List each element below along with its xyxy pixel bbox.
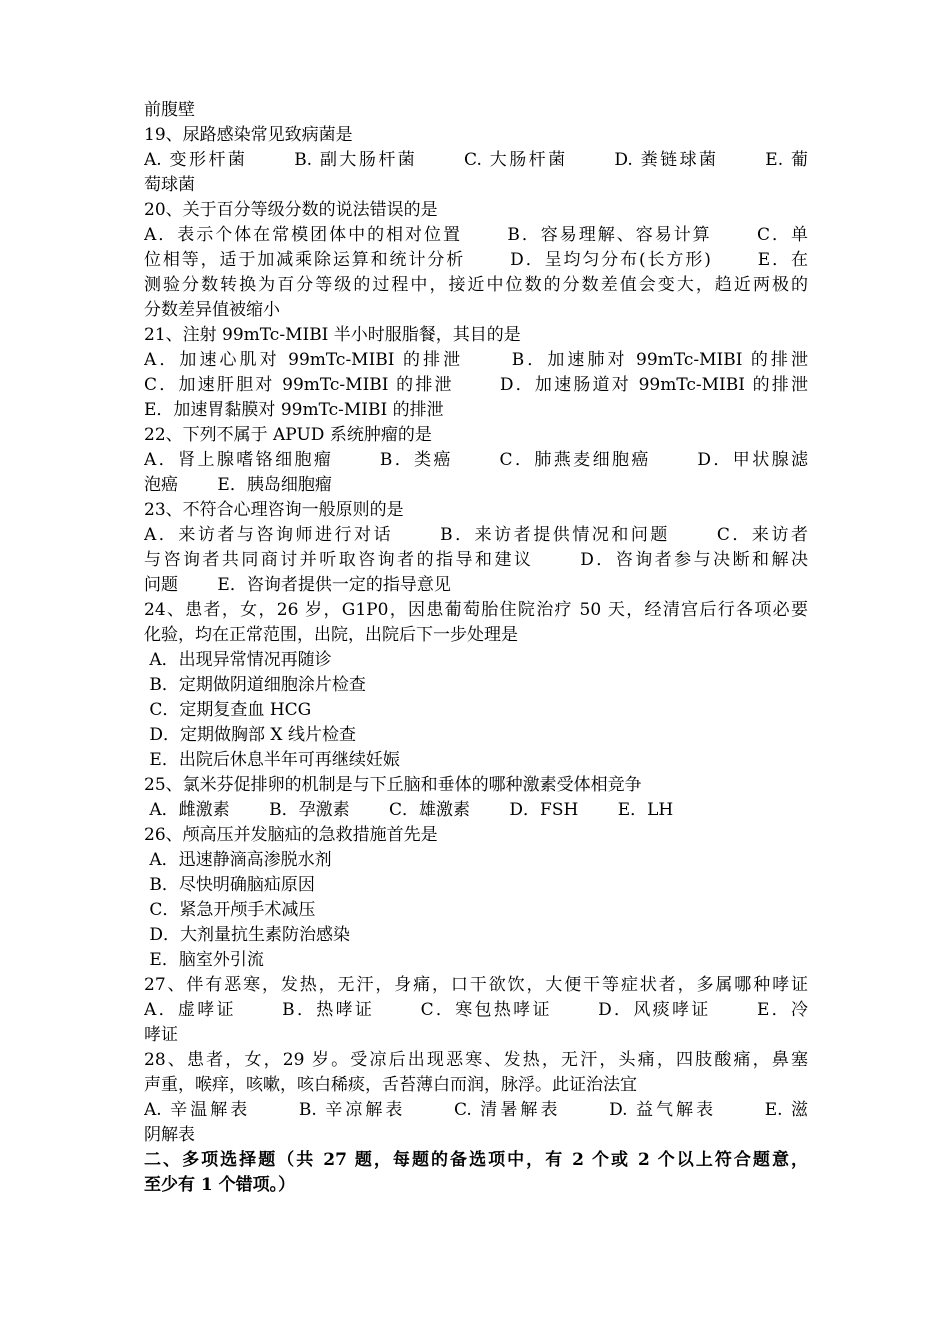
question-25-stem: 25、氯米芬促排卵的机制是与下丘脑和垂体的哪种激素受体相竞争 xyxy=(144,775,642,795)
document-page xyxy=(144,98,808,1198)
section-heading: 二、多项选择题（共 27 题，每题的备选项中，有 2 个或 2 个以上符合题意， xyxy=(144,1150,808,1170)
text-line: 前腹壁 xyxy=(144,100,195,120)
question-24-stem: 24、患者，女，26 岁，G1P0，因患葡萄胎住院治疗 50 天，经清宫后行各项必要 xyxy=(144,600,808,620)
question-21-stem: 21、注射 99mTc-MIBI 半小时服脂餐，其目的是 xyxy=(144,325,521,345)
question-25-options: A．雌激素 B．孕激素 C．雄激素 D．FSH E．LH xyxy=(144,800,674,820)
question-23-stem: 23、不符合心理咨询一般原则的是 xyxy=(144,500,404,520)
question-26-option-b: B．尽快明确脑疝原因 xyxy=(144,875,315,895)
question-21-options: A．加速心肌对 99mTc-MIBI 的排泄 B．加速肺对 99mTc-MIBI 的排泄 xyxy=(144,350,808,370)
question-20-options: A．表示个体在常模团体中的相对位置 B．容易理解、容易计算 C．单 xyxy=(144,225,808,245)
text-line: 哮证 xyxy=(144,1025,178,1045)
question-28-stem: 28、患者，女，29 岁。受凉后出现恶寒、发热，无汗，头痛，四肢酸痛，鼻塞 xyxy=(144,1050,808,1070)
text-line: 与咨询者共同商讨并听取咨询者的指导和建议 D．咨询者参与决断和解决 xyxy=(144,550,808,570)
question-22-options: A．肾上腺嗜铬细胞瘤 B．类癌 C．肺燕麦细胞癌 D．甲状腺滤 xyxy=(144,450,808,470)
question-22-stem: 22、下列不属于 APUD 系统肿瘤的是 xyxy=(144,425,432,445)
text-line: 泡癌 E．胰岛细胞瘤 xyxy=(144,475,332,495)
question-23-options: A．来访者与咨询师进行对话 B．来访者提供情况和问题 C．来访者 xyxy=(144,525,808,545)
question-20-stem: 20、关于百分等级分数的说法错误的是 xyxy=(144,200,438,220)
text-line: 阴解表 xyxy=(144,1125,195,1145)
question-26-option-e: E．脑室外引流 xyxy=(144,950,264,970)
question-26-option-d: D．大剂量抗生素防治感染 xyxy=(144,925,351,945)
question-24-option-d: D．定期做胸部 X 线片检查 xyxy=(144,725,356,745)
text-line: 声重，喉痒，咳嗽，咳白稀痰，舌苔薄白而润，脉浮。此证治法宜 xyxy=(144,1075,637,1095)
text-line: 分数差异值被缩小 xyxy=(144,300,280,320)
question-24-option-b: B．定期做阴道细胞涂片检查 xyxy=(144,675,366,695)
question-19-stem: 19、尿路感染常见致病菌是 xyxy=(144,125,353,145)
text-line: E．加速胃黏膜对 99mTc-MIBI 的排泄 xyxy=(144,400,444,420)
question-26-option-c: C．紧急开颅手术减压 xyxy=(144,900,316,920)
question-24-option-c: C．定期复查血 HCG xyxy=(144,700,312,720)
text-line: 问题 E．咨询者提供一定的指导意见 xyxy=(144,575,451,595)
text-line: 萄球菌 xyxy=(144,175,195,195)
question-24-option-a: A．出现异常情况再随诊 xyxy=(144,650,332,670)
question-26-option-a: A．迅速静滴高渗脱水剂 xyxy=(144,850,332,870)
text-line: 测验分数转换为百分等级的过程中，接近中位数的分数差值会变大，趋近两极的 xyxy=(144,275,808,295)
question-24-option-e: E．出院后休息半年可再继续妊娠 xyxy=(144,750,400,770)
section-heading-continued: 至少有 1 个错项。） xyxy=(144,1175,296,1195)
question-19-options: A. 变形杆菌 B. 副大肠杆菌 C. 大肠杆菌 D. 粪链球菌 E. 葡 xyxy=(144,150,808,170)
text-line: 位相等，适于加减乘除运算和统计分析 D．呈均匀分布(长方形) E．在 xyxy=(144,250,808,270)
question-27-stem: 27、伴有恶寒，发热，无汗，身痛，口干欲饮，大便干等症状者，多属哪种哮证 xyxy=(144,975,808,995)
question-27-options: A．虚哮证 B．热哮证 C．寒包热哮证 D．风痰哮证 E．冷 xyxy=(144,1000,808,1020)
text-line: C．加速肝胆对 99mTc-MIBI 的排泄 D．加速肠道对 99mTc-MIBI 的排泄 xyxy=(144,375,808,395)
question-28-options: A. 辛温解表 B. 辛凉解表 C. 清暑解表 D. 益气解表 E. 滋 xyxy=(144,1100,808,1120)
question-26-stem: 26、颅高压并发脑疝的急救措施首先是 xyxy=(144,825,438,845)
text-line: 化验，均在正常范围，出院，出院后下一步处理是 xyxy=(144,625,518,645)
